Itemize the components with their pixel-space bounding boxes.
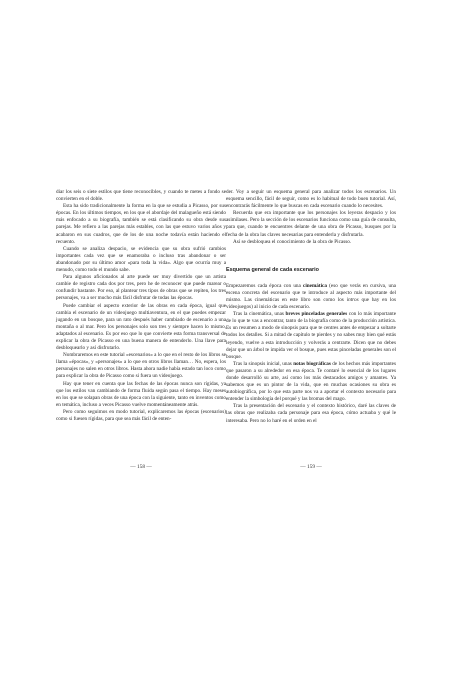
left-page-text bbox=[56, 189, 226, 423]
right-paragraph-1: der. Voy a seguir un esquema general para analizar todos los escenarios. Un esquema sencillo, fácil de seguir, como es lo habitual de todo buen tutorial. Así, encontrarás fácilmente lo que buscas en cada escenario cuando lo necesites. bbox=[226, 189, 396, 210]
left-paragraph-5: Puede cambiar el aspecto exterior de las obras en cada época, igual que cambia el escenario de un videojuego multiaventura, en el que puedes empezar jugando en un bosque, para un rato después haber cambiado de escenario a una montaña o al mar. Pero los personajes solo son tres y siempre hacen lo mismo, adaptados al escenario. Es por eso que lo que convierte esta forma transversal de explicar la obra de Picasso en una buena manera de entenderlo. Una llave para desbloquearlo y así disfrutarlo. bbox=[56, 302, 226, 352]
right-paragraph-2: Recuerda que era importante que los personajes los leyeras despacio y los asimilases. Pero la sección de los escenarios funciona como una guía de consulta, para que, cuando te encuentres delante de una obra de Picasso, busques por la fecha de la obra las claves necesarias para entenderla y disfrutarla. bbox=[226, 210, 396, 238]
left-paragraph-6: Nombraremos en este tutorial «escenarios» a lo que en el resto de los libros se llama «épocas», y «personajes» a lo que en otros libros llaman… No, espera, los personajes no salen en otros libros. Hasta ahora nadie había estado tan loco como para explicar la obra de Picasso como si fuera un videojuego. bbox=[56, 352, 226, 380]
bold-term-notas: notas biográficas bbox=[293, 360, 331, 367]
left-paragraph-2: Esta ha sido tradicionalmente la forma en la que se estudia a Picasso, por sus épocas. En los últimos tiempos, en los que el abordaje del malagueño está siendo más enfocado a su biografía, también se está clasificando su obra desde sus parejas. Me refiero a las parejas más estables, con las que estuvo varios años y acabaron en sus cuadros, que de los de una noche todavía están haciendo el recuento. bbox=[56, 203, 226, 245]
right-page-number: — 159 — bbox=[300, 464, 322, 470]
right-page-text bbox=[226, 189, 396, 425]
left-page-number: — 158 — bbox=[130, 464, 152, 470]
right-paragraph-notas: Tras la sinopsis inicial, unas notas biográficas de los hechos más importantes que pasaron a su alrededor en esa época. Te contaré lo esencial de los lugares donde desarrolló su arte, así como los más destacados amigos y amantes. Ya sabemos que es un pintor de la vida, que en muchas ocasiones su obra es autobiográfica, por lo que esta parte nos va a aportar el contexto necesario para entender la simbología del porqué y las bromas del mago. bbox=[226, 360, 397, 403]
right-paragraph-pinceladas: Tras la cinemática, unas breves pinceladas generales con lo más importante de lo que te vas a encontrar, tanto de la biografía como de la producción artística. Es un resumen a modo de sinopsis para que te centres antes de empezar a soltarte todos los detalles. Si a mitad de capítulo te pierdes y no sabes muy bien qué estás leyendo, vuelve a esta introducción y volverás a centrarte. Dicen que no debes dejar que un árbol te impida ver el bosque, pues estas pinceladas generales son el bosque. bbox=[226, 311, 396, 360]
left-paragraph-3: Cuando se analiza despacio, se evidencia que su obra sufrió cambios importantes cada vez que se enamoraba o incluso tras abandonar o ser abandonado por su último amor «para toda la vida». Algo que ocurría muy a menudo, como todo el mundo sabe. bbox=[56, 245, 226, 274]
left-paragraph-8: Pero como seguimos en modo tutorial, explicaremos las épocas (escenarios) como si fuesen rígidas, para que sea más fácil de enten- bbox=[56, 408, 226, 422]
italic-term-intros: intros bbox=[346, 296, 359, 303]
left-paragraph-7: Hay que tener en cuenta que las fechas de las épocas nunca son rígidas, ya que los estilos van cambiando de forma fluida según pasa el tiempo. Hay meses en los que se solapan obras de una época con la siguiente, tanto en inventos como en temática, incluso a veces Picasso vuelve momentáneamente atrás. bbox=[56, 380, 226, 408]
left-paragraph-1: diar los seis o siete estilos que tiene reconocibles, y cuando te metes a fondo se convierten en el doble. bbox=[56, 189, 226, 203]
right-paragraph-3: Así se desbloquea el conocimiento de la obra de Picasso. bbox=[233, 238, 352, 245]
bold-term-pinceladas: breves pinceladas generales bbox=[285, 311, 348, 318]
bold-term-cinematica: cinemática bbox=[303, 282, 327, 289]
right-paragraph-cinematica: Empezaremos cada época con una cinemática (eso que verás en cursiva, una escena concreta del escenario que te introduce al aspecto más importante del mismo. Las cinemáticas en este libro son como los intros que hay en los videojuegos) al inicio de cada escenario. bbox=[226, 282, 396, 311]
left-paragraph-4: Para algunos aficionados al arte puede ser muy divertido que un artista cambie de registro cada dos por tres, pero he de reconocer que puede marear o confundir bastante. Por eso, al plantear tres tipos de obras que se repiten, los tres personajes, va a ser mucho más fácil disfrutar de todas las épocas. bbox=[56, 274, 226, 302]
right-paragraph-presentacion: Tras la presentación del escenario y el contexto histórico, daré las claves de las obras que realizaba cada personaje para esa época, cómo actuaba y qué le interesaba. Pero no lo haré en el orden en el bbox=[226, 403, 396, 424]
section-heading: Esquema general de cada escenario bbox=[226, 266, 319, 273]
